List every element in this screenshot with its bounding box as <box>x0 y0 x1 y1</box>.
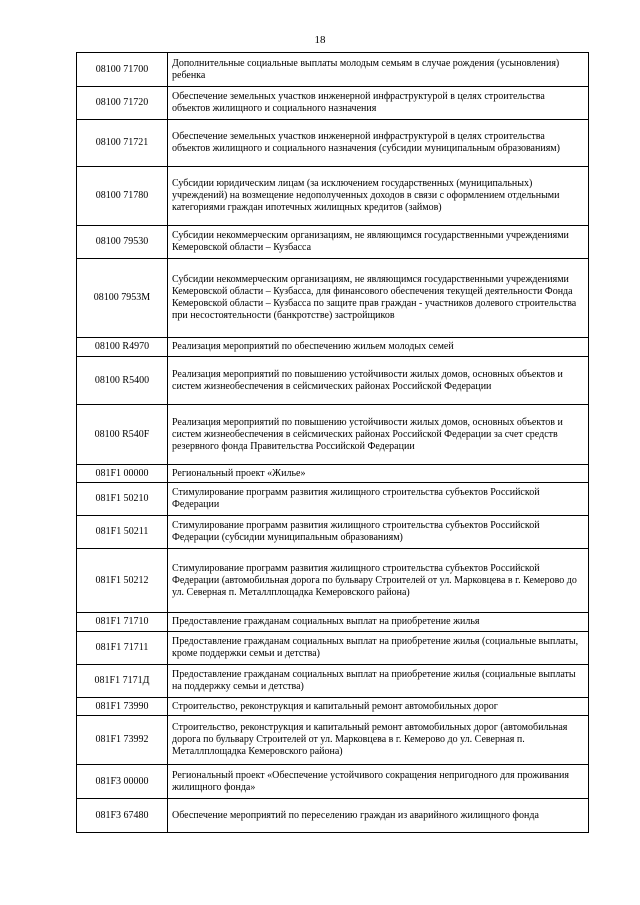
row-code: 081F1 71711 <box>77 632 168 665</box>
table-row <box>77 716 589 765</box>
row-description: Строительство, реконструкция и капитальный ремонт автомобильных дорог <box>168 698 589 716</box>
row-description: Субсидии некоммерческим организациям, не являющимся государственными учреждениями Кемеровской области – Кузбасса, для финансового обеспечения текущей деятельности Фонда Кемеровской области – Кузбасса по защите прав граждан - участников долевого строительства при несостоятельности (банкротстве) застройщиков <box>168 259 589 338</box>
row-code: 08100 7953М <box>77 259 168 338</box>
table-row <box>77 516 589 549</box>
row-code: 08100 71720 <box>77 87 168 120</box>
row-code: 08100 R4970 <box>77 338 168 357</box>
table-row <box>77 549 589 613</box>
table-row <box>77 632 589 665</box>
table-row <box>77 765 589 799</box>
table-row <box>77 259 589 338</box>
row-description: Реализация мероприятий по повышению устойчивости жилых домов, основных объектов и систем жизнеобеспечения в сейсмических районах Российской Федерации за счет средств резервного фонда Правительства Российской Федерации <box>168 405 589 465</box>
row-description: Стимулирование программ развития жилищного строительства субъектов Российской Федерации (автомобильная дорога по бульвару Строителей от ул. Марковцева в г. Кемерово до ул. Северная п. Металлплощадка Кемеровского района) <box>168 549 589 613</box>
table-row <box>77 226 589 259</box>
row-description: Реализация мероприятий по обеспечению жильем молодых семей <box>168 338 589 357</box>
row-description: Стимулирование программ развития жилищного строительства субъектов Российской Федерации <box>168 483 589 516</box>
row-code: 081F1 71710 <box>77 613 168 632</box>
table-row <box>77 483 589 516</box>
row-code: 081F1 50211 <box>77 516 168 549</box>
row-code: 081F1 73990 <box>77 698 168 716</box>
table-row <box>77 338 589 357</box>
row-description: Субсидии некоммерческим организациям, не являющимся государственными учреждениями Кемеровской области – Кузбасса <box>168 226 589 259</box>
row-code: 081F3 67480 <box>77 799 168 833</box>
row-description: Стимулирование программ развития жилищного строительства субъектов Российской Федерации (субсидии муниципальным образованиям) <box>168 516 589 549</box>
budget-classification-table <box>76 52 589 833</box>
row-description: Реализация мероприятий по повышению устойчивости жилых домов, основных объектов и систем жизнеобеспечения в сейсмических районах Российской Федерации <box>168 357 589 405</box>
row-description: Строительство, реконструкция и капитальный ремонт автомобильных дорог (автомобильная дорога по бульвару Строителей от ул. Марковцева в г. Кемерово до ул. Северная п. Металлплощадка Кемеровского района) <box>168 716 589 765</box>
row-description: Предоставление гражданам социальных выплат на приобретение жилья <box>168 613 589 632</box>
row-description: Предоставление гражданам социальных выплат на приобретение жилья (социальные выплаты на поддержку семьи и детства) <box>168 665 589 698</box>
table-row <box>77 87 589 120</box>
table-row <box>77 357 589 405</box>
row-code: 081F3 00000 <box>77 765 168 799</box>
row-code: 081F1 50210 <box>77 483 168 516</box>
row-code: 08100 71700 <box>77 53 168 87</box>
row-description: Обеспечение мероприятий по переселению граждан из аварийного жилищного фонда <box>168 799 589 833</box>
table-row <box>77 465 589 483</box>
table-row <box>77 698 589 716</box>
row-code: 081F1 7171Д <box>77 665 168 698</box>
row-description: Региональный проект «Жилье» <box>168 465 589 483</box>
row-description: Региональный проект «Обеспечение устойчивого сокращения непригодного для проживания жилищного фонда» <box>168 765 589 799</box>
row-code: 081F1 73992 <box>77 716 168 765</box>
row-code: 08100 71721 <box>77 120 168 167</box>
table-row <box>77 120 589 167</box>
row-code: 08100 79530 <box>77 226 168 259</box>
row-code: 08100 R5400 <box>77 357 168 405</box>
table-row <box>77 167 589 226</box>
row-description: Обеспечение земельных участков инженерной инфраструктурой в целях строительства объектов жилищного и социального назначения <box>168 87 589 120</box>
row-code: 081F1 00000 <box>77 465 168 483</box>
table-row <box>77 405 589 465</box>
table-row <box>77 665 589 698</box>
row-description: Обеспечение земельных участков инженерной инфраструктурой в целях строительства объектов жилищного и социального назначения (субсидии муниципальным образованиям) <box>168 120 589 167</box>
table-row <box>77 53 589 87</box>
row-code: 08100 R540F <box>77 405 168 465</box>
page-number: 18 <box>314 34 326 46</box>
table-row <box>77 799 589 833</box>
row-description: Субсидии юридическим лицам (за исключением государственных (муниципальных) учреждений) на возмещение недополученных доходов в связи с оформлением отдельными категориями граждан ипотечных жилищных кредитов (займов) <box>168 167 589 226</box>
row-description: Дополнительные социальные выплаты молодым семьям в случае рождения (усыновления) ребенка <box>168 53 589 87</box>
row-code: 08100 71780 <box>77 167 168 226</box>
row-description: Предоставление гражданам социальных выплат на приобретение жилья (социальные выплаты, кроме поддержки семьи и детства) <box>168 632 589 665</box>
row-code: 081F1 50212 <box>77 549 168 613</box>
table-row <box>77 613 589 632</box>
